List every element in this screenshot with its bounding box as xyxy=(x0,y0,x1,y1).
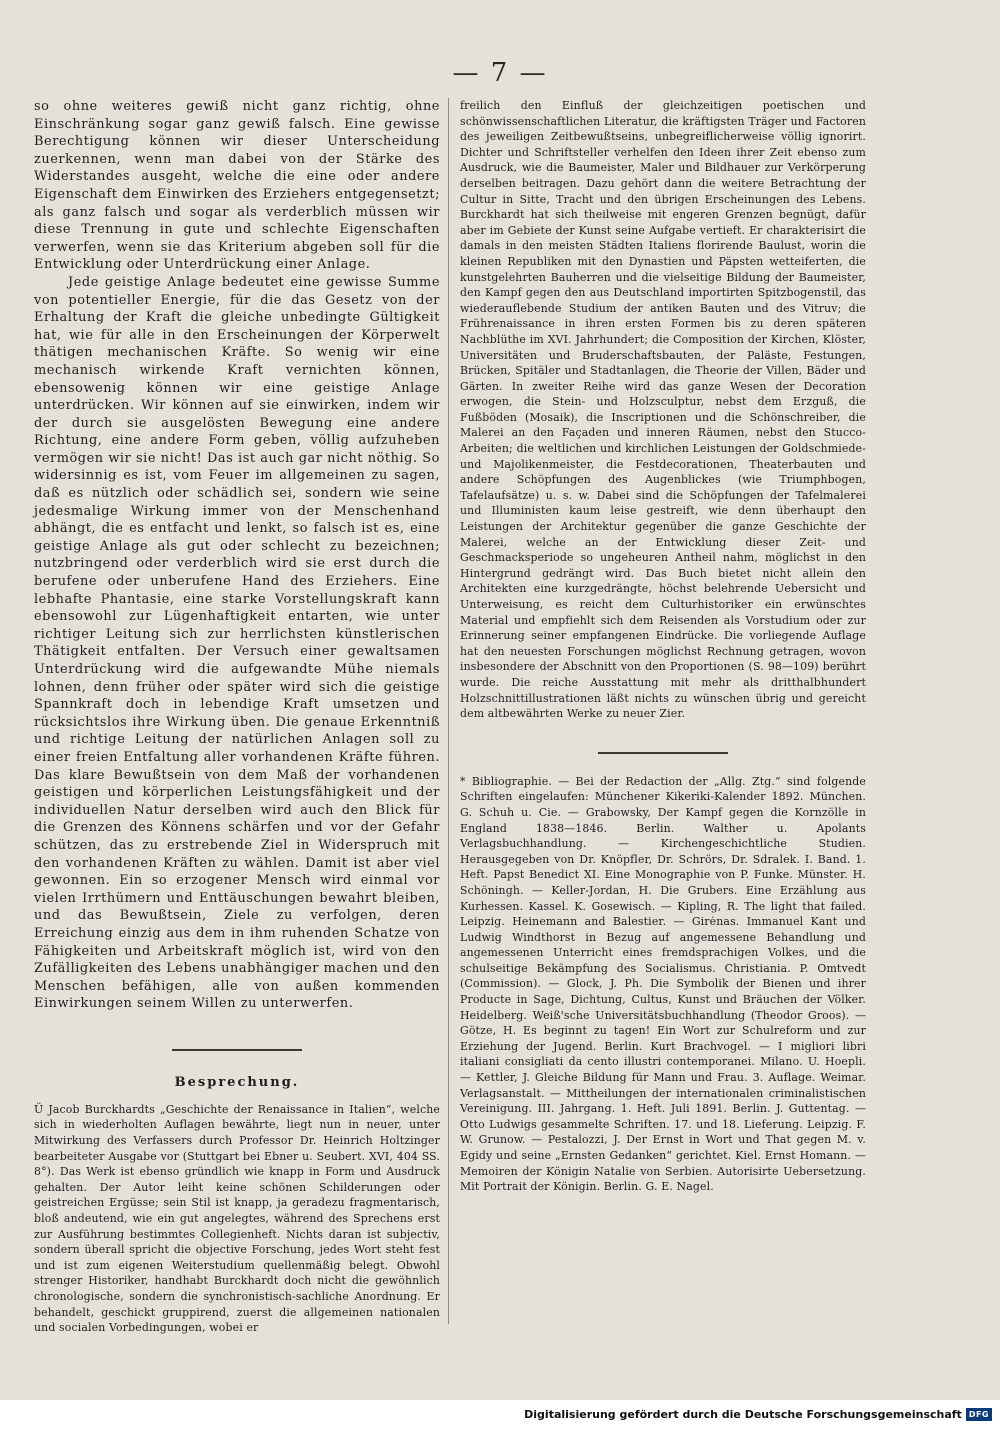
section-divider xyxy=(598,752,728,754)
column-divider xyxy=(448,98,449,1324)
left-column xyxy=(34,98,440,1336)
article-paragraph: so ohne weiteres gewiß nicht ganz richtig, ohne Einschränkung sogar ganz gewiß falsch. Eine gewisse Berechtigung können wir dieser Unterscheidung zuerkennen, wenn man dabei von der Stärke des Widerstandes ausgeht, welche die eine oder andere Eigenschaft dem Einwirken des Erziehers entgegensetzt; als ganz falsch und sogar als verderblich müssen wir diese Trennung in gute und schlechte Eigenschaften verwerfen, wenn sie das Kriterium abgeben soll für die Entwicklung oder Unterdrückung einer Anlage. xyxy=(34,99,440,273)
article-paragraph: Jede geistige Anlage bedeutet eine gewisse Summe von potentieller Energie, für die das Gesetz von der Erhaltung der Kraft die gleiche unbedingte Gültigkeit hat, wie für alle in den Erscheinungen der Körperwelt thätigen mechanischen Kräfte. So wenig wir eine mechanisch wirkende Kraft vernichten können, ebensowenig können wir eine geistige Anlage unterdrücken. Wir können auf sie einwirken, indem wir der durch sie ausgelösten Bewegung eine andere Richtung, eine andere Form geben, völlig aufzuheben vermögen wir sie nicht! Das ist auch gar nicht nöthig. So widersinnig es ist, vom Feuer im allgemeinen zu sagen, daß es nützlich oder schädlich sei, sondern wie seine jedesmalige Wirkung immer von der Menschenhand abhängt, die es entfacht und lenkt, so falsch ist es, eine geistige Anlage als gut oder schlecht zu bezeichnen; nutzbringend oder verderblich wird sie erst durch die berufene oder unberufene Hand des Erziehers. Eine lebhafte Phantasie, eine starke Vorstellungskraft kann ebensowohl zur Lügenhaftigkeit entarten, wie unter richtiger Leitung sich zur herrlichsten künstlerischen Thätigkeit entfalten. Der Versuch einer gewaltsamen Unterdrückung wird die aufgewandte Mühe niemals lohnen, denn früher oder später wird sich die geistige Spannkraft doch in lebendige Kraft umsetzen und rücksichtslos ihre Wirkung üben. Die genaue Erkenntniß und richtige Leitung der natürlichen Anlagen soll zu einer freien Entfaltung aller vorhandenen Kräfte führen. Das klare Bewußtsein von dem Maß der vorhandenen geistigen und körperlichen Leistungsfähigkeit und der individuellen Natur derselben wird auch den Blick für die Grenzen des Könnens schärfen und vor der Gefahr schützen, das zu erstrebende Ziel in Widerspruch mit den vorhandenen Kräften zu wählen. Damit ist aber viel gewonnen. Ein so erzogener Mensch wird einmal vor vielen Irrthümern und Enttäuschungen bewahrt bleiben, und das Bewußtsein, Ziele zu verfolgen, deren Erreichung einzig aus dem in ihm ruhenden Schatze von Fähigkeiten und Arbeitskraft möglich ist, wird von den Zufälligkeiten des Lebens unabhängiger machen und den Menschen befähigen, alle von außen kommenden Einwirkungen seinem Willen zu unterwerfen. xyxy=(34,274,440,1012)
section-divider xyxy=(172,1049,302,1051)
dfg-logo: DFG xyxy=(966,1408,992,1421)
right-column xyxy=(460,98,866,1195)
footer-text: Digitalisierung gefördert durch die Deutsche Forschungsgemeinschaft xyxy=(524,1408,962,1421)
page-number: — 7 — xyxy=(452,58,548,88)
review-continuation: freilich den Einfluß der gleichzeitigen poetischen und schönwissenschaftlichen Literatur, die kräftigsten Träger und Factoren des jeweiligen Zeitbewußtseins, unbegreiflicherweise völlig ignorirt. Dichter und Schriftsteller verhelfen den Ideen ihrer Zeit ebenso zum Ausdruck, wie die Baumeister, Maler und Bildhauer zur Verkörperung derselben beitragen. Dazu gehört dann die weitere Betrachtung der Cultur in Sitte, Tracht und den übrigen Erscheinungen des Lebens. Burckhardt hat sich theilweise mit engeren Grenzen begnügt, dafür aber im Gebiete der Kunst seine Aufgabe vertieft. Er charakterisirt die damals in den meisten Städten Italiens florirende Baulust, worin die kleinen Republiken mit den Dynastien und Päpsten wetteiferten, die kunstgelehrten Bauherren und die vielseitige Bildung der Baumeister, den Kampf gegen den aus Deutschland importirten Spitzbogenstil, das wiederauflebende Studium der antiken Bauten und des Vitruv; die Frührenaissance in ihren ersten Formen bis zu deren späteren Nachblüthe im XVI. Jahrhundert; die Composition der Kirchen, Klöster, Universitäten und Bruderschaftsbauten, der Paläste, Festungen, Brücken, Spitäler und Stadtanlagen, die Theorie der Villen, Bäder und Gärten. In zweiter Reihe wird das ganze Wesen der Decoration erwogen, die Stein- und Holzsculptur, nebst dem Erzguß, die Fußböden (Mosaik), die Inscriptionen und die Schönschreiber, die Malerei an den Façaden und inneren Räumen, nebst den Stucco-Arbeiten; die weltlichen und kirchlichen Leistungen der Goldschmiede- und Majolikenmeister, die Festdecorationen, Theaterbauten und andere Schöpfungen des Augenblickes (wie Triumphbogen, Tafelaufsätze) u. s. w. Dabei sind die Schöpfungen der Tafelmalerei und Illuministen kaum leise gestreift, wie denn überhaupt den Leistungen der Architektur gegenüber die ganze Geschichte der Malerei, welche an der Entwicklung dieser Zeit- und Geschmacksperiode so ungeheuren Antheil nahm, möglichst in den Hintergrund gedrängt wird. Das Buch bietet nicht allein den Architekten eine kurzgedrängte, höchst belehrende Uebersicht und Unterweisung, es reicht dem Culturhistoriker ein erwünschtes Material und empfiehlt sich dem Reisenden als Vorstudium oder zur Erinnerung seiner empfangenen Eindrücke. Die vorliegende Auflage hat den neuesten Forschungen möglichst Rechnung getragen, wovon insbesondere der Abschnitt von den Proportionen (S. 98—109) berührt wurde. Die reiche Ausstattung mit mehr als dritthalbhundert Holzschnittillustrationen läßt nichts zu wünschen übrig und gereicht dem altbewährten Werke zu neuer Zier. xyxy=(460,99,866,721)
review-paragraph: Ü Jacob Burckhardts „Geschichte der Renaissance in Italien“, welche sich in wiederholten Auflagen bewährte, liegt nun in neuer, unter Mitwirkung des Verfassers durch Professor Dr. Heinrich Holtzinger bearbeiteter Ausgabe vor (Stuttgart bei Ebner u. Seubert. XVI, 404 SS. 8°). Das Werk ist ebenso gründlich wie knapp in Form und Ausdruck gehalten. Der Autor leiht keine schönen Schilderungen oder geistreichen Ergüsse; sein Stil ist knapp, ja geradezu fragmentarisch, bloß andeutend, wie ein gut angelegtes, während des Sprechens erst zur Ausführung bestimmtes Collegienheft. Nichts daran ist subjectiv, sondern überall spricht die objective Forschung, jedes Wort steht fest und ist zum eigenen Weiterstudium quellenmäßig belegt. Obwohl strenger Historiker, handhabt Burckhardt doch nicht die gewöhnlich chronologische, sondern die synchronistisch-sachliche Anordnung. Er behandelt, geschickt gruppirend, zuerst die allgemeinen nationalen und socialen Vorbedingungen, wobei er xyxy=(34,1102,440,1335)
review-heading: Besprechung. xyxy=(174,1074,300,1090)
bibliography-paragraph: * Bibliographie. — Bei der Redaction der „Allg. Ztg.“ sind folgende Schriften eingelaufen: Münchener Kikeriki-Kalender 1892. München. G. Schuh u. Cie. — Grabowsky, Der Kampf gegen die Kornzölle in England 1838—1846. Berlin. Walther u. Apolants Verlagsbuchhandlung. — Kirchengeschichtliche Studien. Herausgegeben von Dr. Knöpfler, Dr. Schrörs, Dr. Sdralek. I. Band. 1. Heft. Papst Benedict XI. Eine Monographie von P. Funke. Münster. H. Schöningh. — Keller-Jordan, H. Die Grubers. Eine Erzählung aus Kurhessen. Kassel. K. Gosewisch. — Kipling, R. The light that failed. Leipzig. Heinemann and Balestier. — Girėnas. Immanuel Kant und Ludwig Windthorst in Bezug auf angemessene Behandlung und angemessenen Unterricht eines fremdsprachigen Volkes, und die schulseitige Bekämpfung des Socialismus. Christiania. P. Omtvedt (Commission). — Glock, J. Ph. Die Symbolik der Bienen und ihrer Producte in Sage, Dichtung, Cultus, Kunst und Bräuchen der Völker. Heidelberg. Weiß'sche Universitätsbuchhandlung (Theodor Groos). — Götze, H. Es beginnt zu tagen! Ein Wort zur Schulreform und zur Erziehung der Jugend. Berlin. Kurt Brachvogel. — I migliori libri italiani consigliati da cento illustri contemporanei. Milano. U. Hoepli. — Kettler, J. Gleiche Bildung für Mann und Frau. 3. Auflage. Weimar. Verlagsanstalt. — Mittheilungen der internationalen criminalistischen Vereinigung. III. Jahrgang. 1. Heft. Juli 1891. Berlin. J. Guttentag. — Otto Ludwigs gesammelte Schriften. 17. und 18. Lieferung. Leipzig. F. W. Grunow. — Pestalozzi, J. Der Ernst in Wort und That gegen M. v. Egidy und seine „Ernsten Gedanken“ gerichtet. Kiel. Ernst Homann. — Memoiren der Königin Natalie von Serbien. Autorisirte Uebersetzung. Mit Portrait der Königin. Berlin. G. E. Nagel. xyxy=(460,774,866,1194)
digitization-footer xyxy=(524,1408,992,1421)
